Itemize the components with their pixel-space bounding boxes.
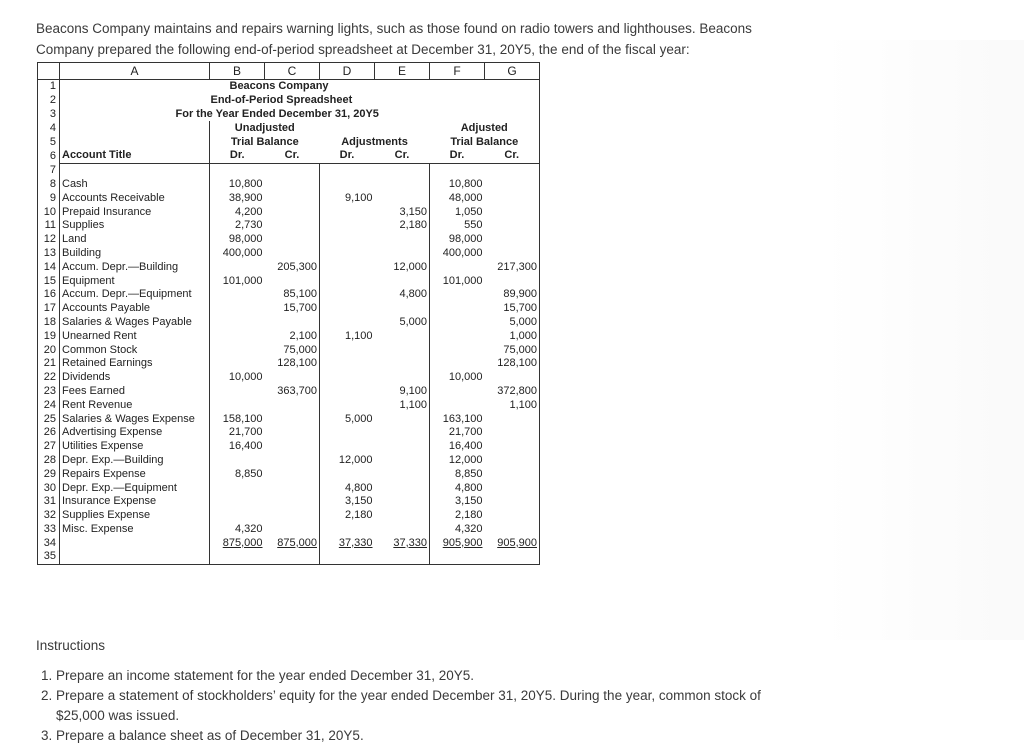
instructions-list	[36, 666, 776, 746]
amount-cell	[265, 219, 320, 233]
account-title: Building	[60, 247, 210, 261]
row-number: 35	[38, 550, 60, 564]
amount-cell	[430, 343, 485, 357]
amount-cell: 3,150	[454, 495, 483, 508]
amount-cell	[265, 233, 320, 247]
row-number: 29	[38, 467, 60, 481]
amount-cell: 1,100	[375, 398, 430, 412]
amount-cell: 2,180	[454, 509, 483, 522]
sheet-row-35	[38, 550, 540, 564]
amount-cell	[320, 398, 375, 412]
account-title: Salaries & Wages Payable	[60, 316, 210, 330]
amount-cell: 217,300	[485, 260, 540, 274]
amount-cell	[265, 316, 320, 330]
amount-cell: 2,180	[344, 509, 373, 522]
amount-cell: 38,900	[228, 191, 263, 204]
amount-cell	[375, 329, 430, 343]
row-number: 12	[38, 233, 60, 247]
amount-cell: 4,800	[344, 481, 373, 494]
amount-cell: 98,000	[228, 233, 263, 246]
background-shade	[824, 40, 1024, 640]
row-number: 20	[38, 343, 60, 357]
amount-cell	[265, 398, 320, 412]
amount-cell: 12,000	[448, 453, 483, 466]
amount-cell	[320, 371, 375, 385]
account-row	[38, 454, 540, 468]
row-number: 18	[38, 316, 60, 330]
amount-cell: 128,100	[485, 357, 540, 371]
account-row	[38, 426, 540, 440]
amount-cell	[210, 454, 265, 468]
account-title: Salaries & Wages Expense	[60, 412, 210, 426]
amount-cell: 12,000	[375, 260, 430, 274]
amount-cell	[320, 440, 375, 454]
amount-cell	[265, 426, 320, 440]
amount-cell: 16,400	[228, 440, 263, 453]
sheet-row-2	[38, 94, 540, 108]
amount-cell	[375, 247, 430, 261]
account-row	[38, 467, 540, 481]
header-cr: Cr.	[375, 149, 430, 163]
account-title: Land	[60, 233, 210, 247]
amount-cell	[265, 205, 320, 219]
amount-cell	[320, 178, 375, 192]
amount-cell: 4,200	[234, 205, 263, 218]
amount-cell: 12,000	[338, 453, 373, 466]
amount-cell	[375, 302, 430, 316]
header-adjusted: Adjusted	[430, 121, 540, 135]
amount-cell: 163,100	[442, 412, 483, 425]
account-row	[38, 440, 540, 454]
account-title: Insurance Expense	[60, 495, 210, 509]
amount-cell	[375, 191, 430, 205]
amount-cell	[375, 233, 430, 247]
amount-cell	[375, 343, 430, 357]
amount-cell	[265, 467, 320, 481]
account-row	[38, 302, 540, 316]
amount-cell: 5,000	[485, 316, 540, 330]
amount-cell	[485, 509, 540, 523]
amount-cell	[375, 274, 430, 288]
spreadsheet	[37, 62, 540, 565]
account-title: Supplies Expense	[60, 509, 210, 523]
amount-cell	[320, 316, 375, 330]
row-number: 25	[38, 412, 60, 426]
amount-cell	[375, 495, 430, 509]
account-row	[38, 495, 540, 509]
amount-cell	[265, 454, 320, 468]
instructions	[36, 636, 776, 746]
amount-cell	[485, 233, 540, 247]
column-header-f: F	[430, 63, 485, 80]
amount-cell: 4,800	[454, 481, 483, 494]
amount-cell: 10,000	[228, 371, 263, 384]
amount-cell	[375, 481, 430, 495]
row-number: 17	[38, 302, 60, 316]
account-row	[38, 205, 540, 219]
row-number: 3	[38, 108, 60, 122]
amount-cell	[375, 426, 430, 440]
amount-cell: 15,700	[485, 302, 540, 316]
account-row	[38, 274, 540, 288]
amount-cell	[375, 454, 430, 468]
account-row	[38, 233, 540, 247]
amount-cell	[320, 260, 375, 274]
row-number: 6	[38, 149, 60, 163]
amount-cell: 372,800	[485, 385, 540, 399]
amount-cell	[210, 398, 265, 412]
row-number: 21	[38, 357, 60, 371]
account-title: Dividends	[60, 371, 210, 385]
amount-cell	[320, 233, 375, 247]
row-number: 10	[38, 205, 60, 219]
account-title: Equipment	[60, 274, 210, 288]
account-title: Retained Earnings	[60, 357, 210, 371]
amount-cell	[430, 329, 485, 343]
amount-cell	[265, 440, 320, 454]
amount-cell	[485, 274, 540, 288]
spreadsheet-period: For the Year Ended December 31, 20Y5	[175, 107, 379, 120]
amount-cell	[265, 523, 320, 537]
instruction-item: 1. Prepare an income statement for the year ended December 31, 20Y5.	[56, 666, 776, 686]
instruction-item: 3. Prepare a balance sheet as of December 31, 20Y5.	[56, 726, 776, 746]
amount-cell: 101,000	[442, 274, 483, 287]
account-title: Cash	[60, 178, 210, 192]
row-number: 23	[38, 385, 60, 399]
account-title: Accounts Receivable	[60, 191, 210, 205]
account-row	[38, 371, 540, 385]
account-title: Fees Earned	[60, 385, 210, 399]
account-row	[38, 247, 540, 261]
row-number: 26	[38, 426, 60, 440]
column-header-c: C	[265, 63, 320, 80]
amount-cell	[375, 509, 430, 523]
amount-cell	[320, 343, 375, 357]
sheet-row-4	[38, 121, 540, 135]
column-header-b: B	[210, 63, 265, 80]
account-row	[38, 385, 540, 399]
row-number: 8	[38, 178, 60, 192]
row-number: 22	[38, 371, 60, 385]
account-title: Rent Revenue	[60, 398, 210, 412]
amount-cell	[210, 481, 265, 495]
amount-cell	[430, 398, 485, 412]
amount-cell	[265, 371, 320, 385]
column-header-g: G	[485, 63, 540, 80]
account-title: Misc. Expense	[60, 523, 210, 537]
amount-cell	[210, 329, 265, 343]
total-cell: 37,330	[338, 536, 373, 549]
amount-cell	[210, 302, 265, 316]
column-header-a: A	[60, 63, 210, 80]
amount-cell: 4,320	[234, 522, 263, 535]
amount-cell: 9,100	[344, 191, 373, 204]
amount-cell	[485, 191, 540, 205]
account-row	[38, 398, 540, 412]
spreadsheet-table	[37, 62, 540, 565]
amount-cell	[485, 481, 540, 495]
amount-cell	[485, 247, 540, 261]
amount-cell	[210, 509, 265, 523]
total-cell: 905,900	[485, 536, 540, 550]
amount-cell: 10,800	[448, 177, 483, 190]
row-number: 27	[38, 440, 60, 454]
amount-cell	[375, 371, 430, 385]
account-row	[38, 329, 540, 343]
amount-cell	[320, 426, 375, 440]
sheet-row-3	[38, 108, 540, 122]
amount-cell	[265, 481, 320, 495]
sheet-row-1	[38, 80, 540, 94]
header-unadjusted: Unadjusted	[234, 121, 295, 134]
header-cr: Cr.	[485, 149, 540, 163]
amount-cell	[485, 205, 540, 219]
row-number: 9	[38, 191, 60, 205]
amount-cell: 158,100	[222, 412, 263, 425]
amount-cell: 2,730	[234, 219, 263, 232]
amount-cell	[320, 205, 375, 219]
amount-cell: 8,850	[454, 467, 483, 480]
account-title: Prepaid Insurance	[60, 205, 210, 219]
totals-row	[38, 536, 540, 550]
amount-cell: 9,100	[375, 385, 430, 399]
account-row	[38, 316, 540, 330]
amount-cell	[265, 495, 320, 509]
amount-cell	[265, 412, 320, 426]
amount-cell	[485, 440, 540, 454]
account-rows	[38, 178, 540, 537]
amount-cell	[485, 371, 540, 385]
header-adj-trial-balance: Trial Balance	[430, 135, 540, 149]
row-number: 14	[38, 260, 60, 274]
amount-cell: 363,700	[265, 385, 320, 399]
row-number: 2	[38, 94, 60, 108]
account-title: Supplies	[60, 219, 210, 233]
total-cell: 905,900	[442, 536, 483, 549]
account-title: Accum. Depr.—Equipment	[60, 288, 210, 302]
amount-cell: 15,700	[265, 302, 320, 316]
sheet-row-5	[38, 135, 540, 149]
amount-cell	[265, 274, 320, 288]
amount-cell: 1,050	[454, 205, 483, 218]
row-number: 7	[38, 163, 60, 177]
row-number: 33	[38, 523, 60, 537]
amount-cell	[375, 357, 430, 371]
amount-cell: 4,800	[375, 288, 430, 302]
account-row	[38, 343, 540, 357]
row-number: 32	[38, 509, 60, 523]
row-number: 24	[38, 398, 60, 412]
amount-cell	[485, 219, 540, 233]
amount-cell	[320, 302, 375, 316]
account-row	[38, 219, 540, 233]
header-dr: Dr.	[430, 149, 485, 163]
row-number: 28	[38, 454, 60, 468]
amount-cell: 2,100	[265, 329, 320, 343]
account-title: Depr. Exp.—Building	[60, 454, 210, 468]
account-row	[38, 178, 540, 192]
amount-cell	[320, 357, 375, 371]
amount-cell: 5,000	[375, 316, 430, 330]
company-name: Beacons Company	[229, 80, 329, 93]
amount-cell	[375, 440, 430, 454]
amount-cell: 5,000	[344, 412, 373, 425]
row-number: 16	[38, 288, 60, 302]
amount-cell: 205,300	[265, 260, 320, 274]
amount-cell: 85,100	[265, 288, 320, 302]
amount-cell: 1,000	[485, 329, 540, 343]
amount-cell	[375, 467, 430, 481]
amount-cell	[375, 523, 430, 537]
amount-cell	[320, 467, 375, 481]
amount-cell: 89,900	[485, 288, 540, 302]
amount-cell: 4,320	[454, 522, 483, 535]
account-row	[38, 509, 540, 523]
column-header-e: E	[375, 63, 430, 80]
amount-cell: 128,100	[265, 357, 320, 371]
header-adjustments: Adjustments	[341, 135, 408, 148]
amount-cell: 75,000	[265, 343, 320, 357]
header-trial-balance: Trial Balance	[230, 135, 299, 148]
amount-cell	[210, 288, 265, 302]
amount-cell: 101,000	[222, 274, 263, 287]
row-number: 11	[38, 219, 60, 233]
account-title: Depr. Exp.—Equipment	[60, 481, 210, 495]
account-title: Accum. Depr.—Building	[60, 260, 210, 274]
spreadsheet-title: End-of-Period Spreadsheet	[210, 94, 353, 107]
sheet-row-6	[38, 149, 540, 163]
amount-cell: 75,000	[485, 343, 540, 357]
amount-cell	[485, 178, 540, 192]
amount-cell: 10,800	[228, 177, 263, 190]
row-number: 4	[38, 121, 60, 135]
amount-cell	[430, 357, 485, 371]
amount-cell	[320, 219, 375, 233]
amount-cell	[485, 412, 540, 426]
row-number: 34	[38, 536, 60, 550]
account-title: Utilities Expense	[60, 440, 210, 454]
column-header-row	[38, 63, 540, 80]
amount-cell: 16,400	[448, 440, 483, 453]
amount-cell	[430, 288, 485, 302]
amount-cell	[210, 495, 265, 509]
amount-cell	[265, 191, 320, 205]
row-number: 1	[38, 80, 60, 94]
header-dr: Dr.	[210, 149, 265, 163]
amount-cell	[485, 454, 540, 468]
amount-cell: 3,150	[375, 205, 430, 219]
account-row	[38, 288, 540, 302]
amount-cell	[430, 316, 485, 330]
amount-cell	[485, 523, 540, 537]
amount-cell: 48,000	[448, 191, 483, 204]
row-number: 31	[38, 495, 60, 509]
header-dr: Dr.	[320, 149, 375, 163]
amount-cell: 21,700	[448, 426, 483, 439]
header-account-title: Account Title	[60, 149, 210, 163]
row-number: 15	[38, 274, 60, 288]
amount-cell	[320, 523, 375, 537]
account-title: Repairs Expense	[60, 467, 210, 481]
amount-cell: 8,850	[234, 467, 263, 480]
row-number: 19	[38, 329, 60, 343]
intro-paragraph: Beacons Company maintains and repairs warning lights, such as those found on radio towers and lighthouses. Beacons Company prepared the following end-of-period spreadsheet at December 31, 20Y5, the end of the fiscal year:	[36, 20, 752, 57]
account-row	[38, 191, 540, 205]
header-cr: Cr.	[265, 149, 320, 163]
amount-cell	[375, 412, 430, 426]
amount-cell	[320, 385, 375, 399]
total-cell: 37,330	[375, 536, 430, 550]
amount-cell: 550	[464, 219, 483, 232]
amount-cell: 10,000	[448, 371, 483, 384]
total-cell: 875,000	[265, 536, 320, 550]
account-title: Advertising Expense	[60, 426, 210, 440]
amount-cell: 98,000	[448, 233, 483, 246]
amount-cell	[210, 316, 265, 330]
amount-cell	[430, 260, 485, 274]
amount-cell	[320, 247, 375, 261]
amount-cell: 3,150	[344, 495, 373, 508]
amount-cell	[430, 385, 485, 399]
amount-cell: 400,000	[442, 246, 483, 259]
amount-cell	[320, 274, 375, 288]
amount-cell: 2,180	[375, 219, 430, 233]
account-title: Accounts Payable	[60, 302, 210, 316]
amount-cell	[265, 509, 320, 523]
instruction-item: 2. Prepare a statement of stockholders’ equity for the year ended December 31, 20Y5. During the year, common stock of $25,000 was issued.	[56, 686, 776, 726]
row-number: 5	[38, 135, 60, 149]
amount-cell: 400,000	[222, 246, 263, 259]
account-row	[38, 357, 540, 371]
amount-cell	[485, 426, 540, 440]
account-title: Common Stock	[60, 343, 210, 357]
amount-cell: 1,100	[485, 398, 540, 412]
amount-cell	[485, 495, 540, 509]
amount-cell	[210, 385, 265, 399]
row-number: 13	[38, 247, 60, 261]
amount-cell	[320, 288, 375, 302]
row-number: 30	[38, 481, 60, 495]
account-title: Unearned Rent	[60, 329, 210, 343]
instructions-title: Instructions	[36, 638, 106, 653]
account-row	[38, 523, 540, 537]
account-row	[38, 260, 540, 274]
column-header-d: D	[320, 63, 375, 80]
amount-cell	[265, 178, 320, 192]
total-cell: 875,000	[222, 536, 263, 549]
account-row	[38, 412, 540, 426]
amount-cell	[265, 247, 320, 261]
corner-cell	[38, 63, 60, 80]
amount-cell	[210, 357, 265, 371]
amount-cell: 1,100	[344, 329, 373, 342]
amount-cell	[210, 343, 265, 357]
amount-cell: 21,700	[228, 426, 263, 439]
amount-cell	[430, 302, 485, 316]
account-row	[38, 481, 540, 495]
amount-cell	[210, 260, 265, 274]
sheet-row-7	[38, 163, 540, 177]
amount-cell	[485, 467, 540, 481]
amount-cell	[375, 178, 430, 192]
